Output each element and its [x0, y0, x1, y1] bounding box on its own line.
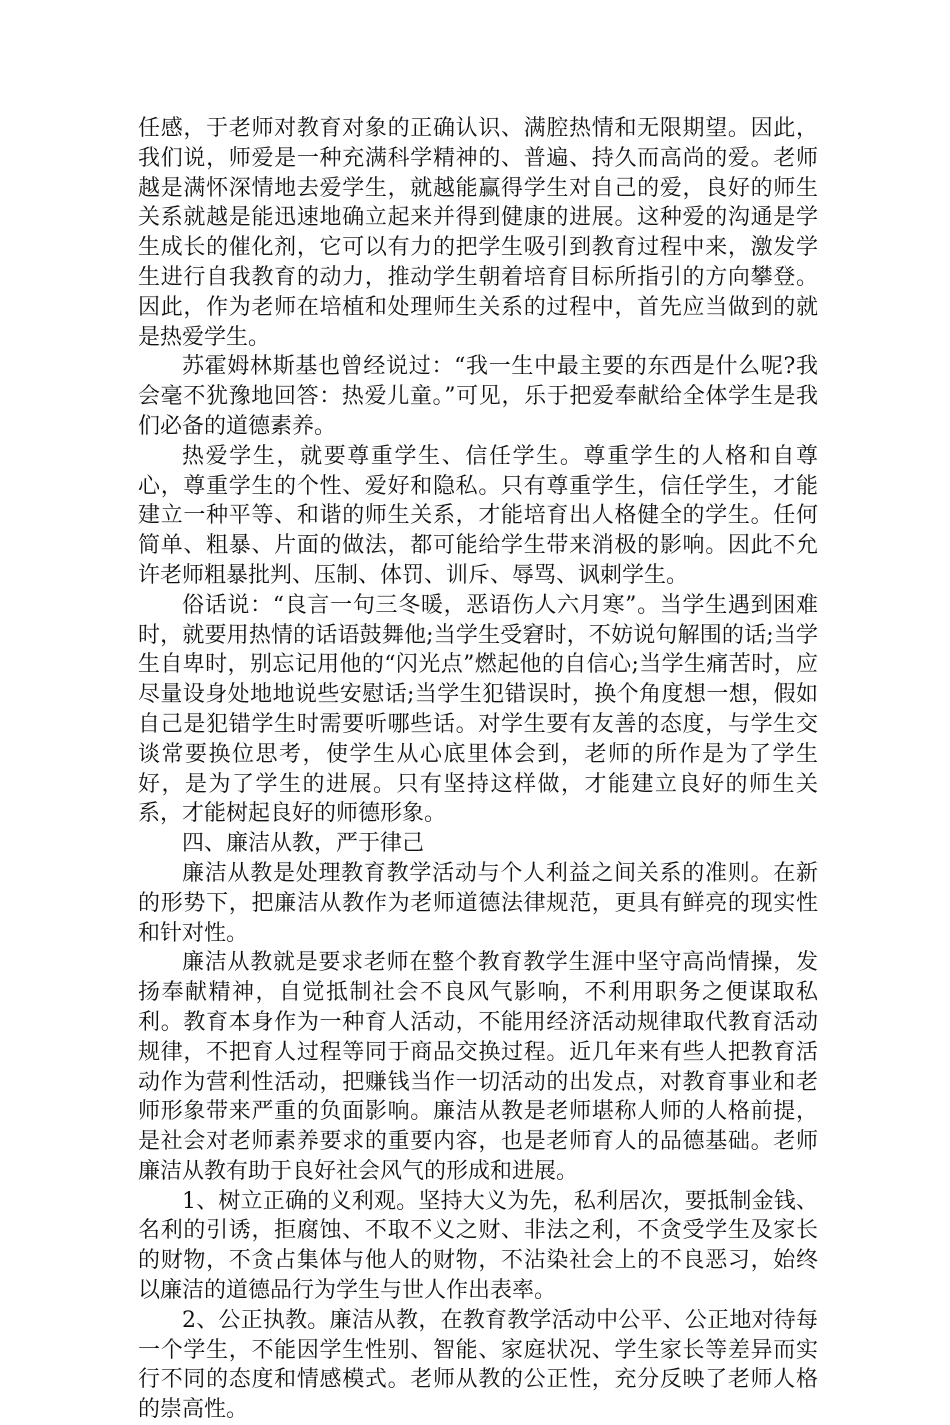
paragraph-sukhomlinsky-quote: 苏霍姆林斯基也曾经说过：“我一生中最主要的东西是什么呢?我会毫不犹豫地回答：热爱儿童。”可见，乐于把爱奉献给全体学生是我们必备的道德素养。 — [138, 354, 818, 439]
paragraph-point-1: 1、树立正确的义利观。坚持大义为先，私利居次，要抵制金钱、名利的引诱，拒腐蚀、不取不义之财、非法之利，不贪受学生及家长的财物，不贪占集体与他人的财物，不沾染社会上的不良恶习，始终以廉洁的道德品行为学生与世人作出表率。 — [138, 1188, 818, 1304]
paragraph-proverb: 俗话说：“良言一句三冬暖，恶语伤人六月寒”。当学生遇到困难时，就要用热情的话语鼓舞他;当学生受窘时，不妨说句解围的话;当学生自卑时，别忘记用他的“闪光点”燃起他的自信心;当学生痛苦时，应尽量设身处地地说些安慰话;当学生犯错误时，换个角度想一想，假如自己是犯错学生时需要听哪些话。对学生要有友善的态度，与学生交谈常要换位思考，使学生从心底里体会到，老师的所作是为了学生好，是为了学生的进展。只有坚持这样做，才能建立良好的师生关系，才能树起良好的师德形象。 — [138, 592, 818, 827]
paragraph-point-2: 2、公正执教。廉洁从教，在教育教学活动中公平、公正地对待每一个学生，不能因学生性别、智能、家庭状况、学生家长等差异而实行不同的态度和情感模式。老师从教的公正性，充分反映了老师人格的崇高性。 — [138, 1307, 818, 1423]
paragraph-integrity-principle: 廉洁从教是处理教育教学活动与个人利益之间关系的准则。在新的形势下，把廉洁从教作为老师道德法律规范，更具有鲜亮的现实性和针对性。 — [138, 860, 818, 946]
paragraph-integrity-requirements: 廉洁从教就是要求老师在整个教育教学生涯中坚守高尚情操，发扬奉献精神，自觉抵制社会不良风气影响，不利用职务之便谋取私利。教育本身作为一种育人活动，不能用经济活动规律取代教育活动规律，不把育人过程等同于商品交换过程。近几年来有些人把教育活动作为营利性活动，把赚钱当作一切活动的出发点，对教育事业和老师形象带来严重的负面影响。廉洁从教是老师堪称人师的人格前提，是社会对老师素养要求的重要内容，也是老师育人的品德基础。老师廉洁从教有助于良好社会风气的形成和进展。 — [138, 950, 818, 1184]
paragraph-respect-students: 热爱学生，就要尊重学生、信任学生。尊重学生的人格和自尊心，尊重学生的个性、爱好和隐私。只有尊重学生，信任学生，才能建立一种平等、和谐的师生关系，才能培育出人格健全的学生。任何简单、粗暴、片面的做法，都可能给学生带来消极的影响。因此不允许老师粗暴批判、压制、体罚、训斥、辱骂、讽刺学生。 — [138, 443, 818, 588]
document-body — [138, 114, 818, 1425]
paragraph-teacher-love: 任感，于老师对教育对象的正确认识、满腔热情和无限期望。因此，我们说，师爱是一种充满科学精神的、普遍、持久而高尚的爱。老师越是满怀深情地去爱学生，就越能赢得学生对自己的爱，良好的师生关系就越是能迅速地确立起来并得到健康的进展。这种爱的沟通是学生成长的催化剂，它可以有力的把学生吸引到教育过程中来，激发学生进行自我教育的动力，推动学生朝着培育目标所指引的方向攀登。因此，作为老师在培植和处理师生关系的过程中，首先应当做到的就是热爱学生。 — [138, 116, 818, 350]
section-heading-integrity: 四、廉洁从教，严于律己 — [182, 831, 425, 857]
